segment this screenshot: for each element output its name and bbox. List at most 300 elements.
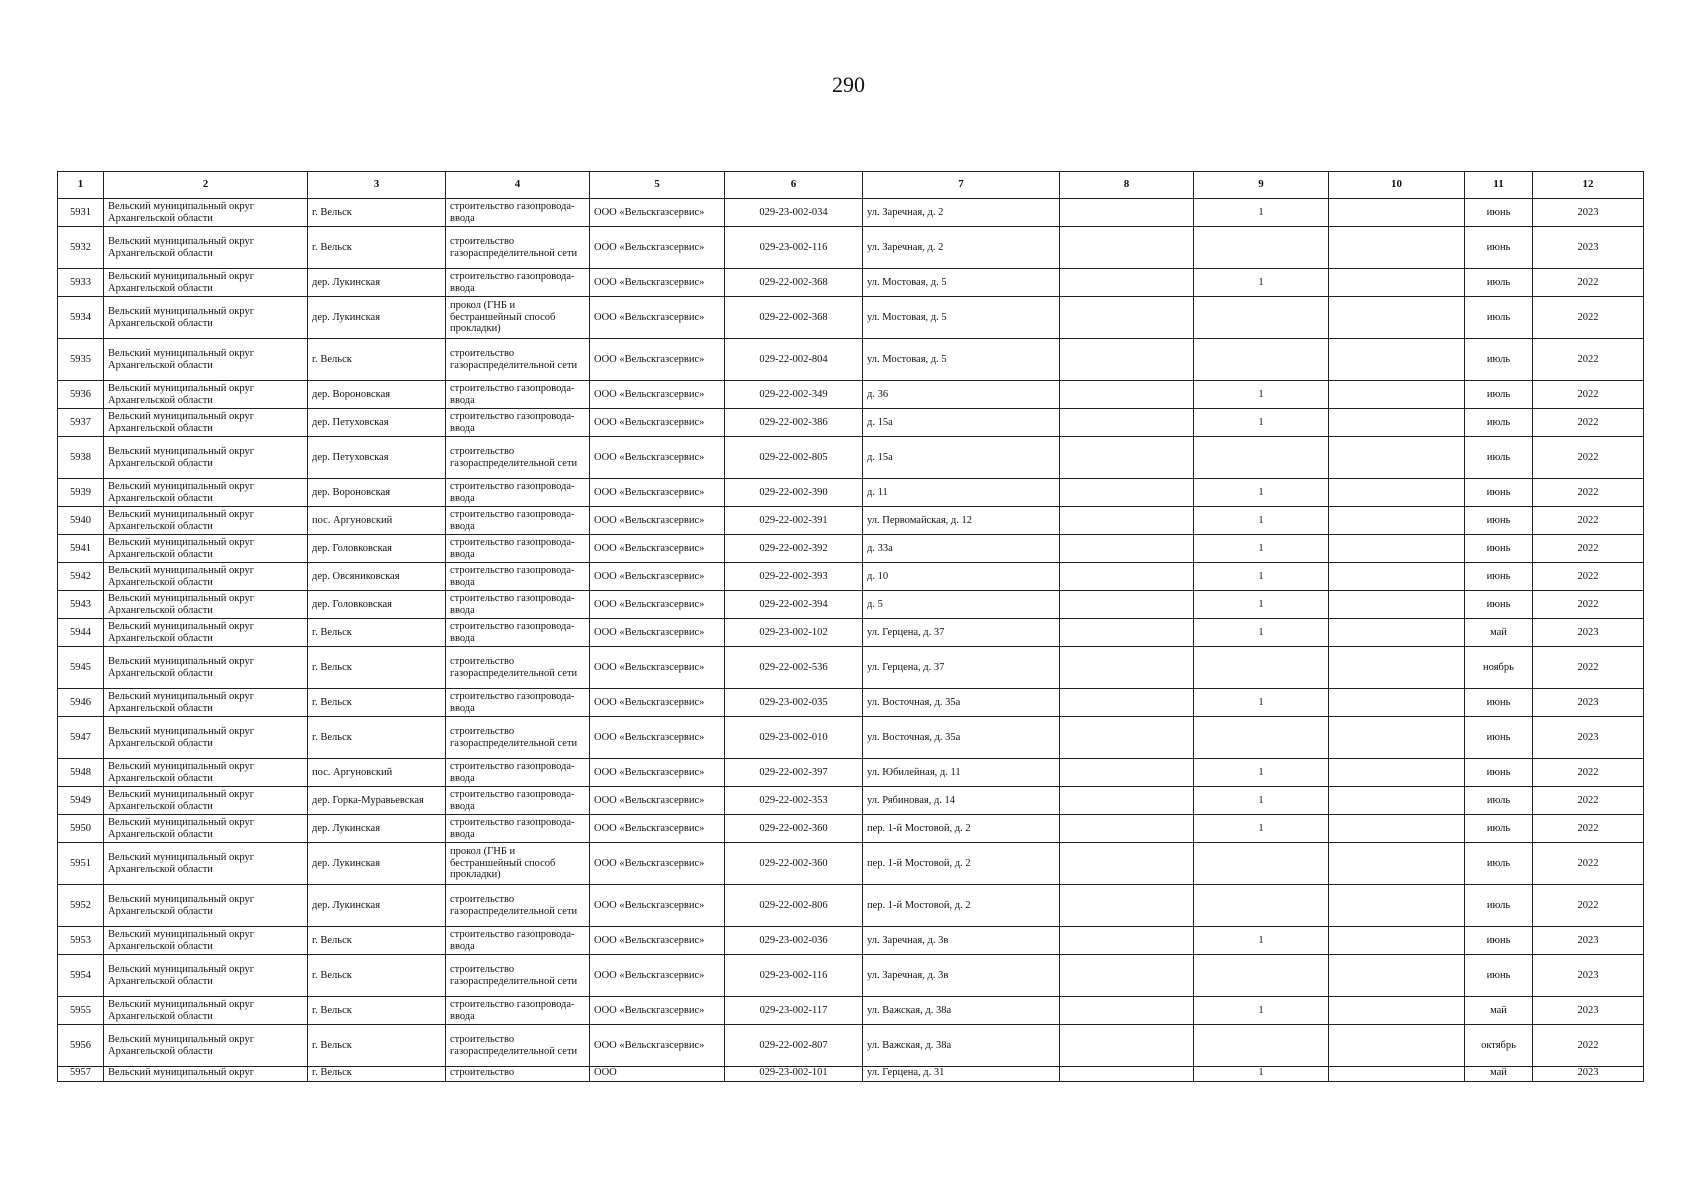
cell-object-code: 029-22-002-360 (725, 815, 863, 843)
cell-month: июль (1465, 843, 1533, 885)
cell-work-type: прокол (ГНБ и бестраншейный способ прокладки) (446, 297, 590, 339)
cell-quantity (1194, 1025, 1329, 1067)
cell-address: д. 15а (863, 409, 1060, 437)
cell-organization: ООО «Вельскгазсервис» (590, 269, 725, 297)
cell-organization: ООО «Вельскгазсервис» (590, 885, 725, 927)
cell-month: июль (1465, 297, 1533, 339)
cell-district: Вельский муниципальный округ (104, 1067, 308, 1082)
cell-object-code: 029-23-002-116 (725, 227, 863, 269)
cell-organization: ООО (590, 1067, 725, 1082)
cell-address: ул. Важская, д. 38а (863, 1025, 1060, 1067)
column-header: 2 (104, 172, 308, 199)
cell-quantity: 1 (1194, 787, 1329, 815)
gas-connection-table (57, 171, 1644, 1082)
cell-work-type: строительство газопровода-ввода (446, 997, 590, 1025)
cell-object-code: 029-22-002-386 (725, 409, 863, 437)
cell-object-code: 029-22-002-806 (725, 885, 863, 927)
cell-month: июнь (1465, 507, 1533, 535)
cell-col-10 (1329, 843, 1465, 885)
cell-quantity: 1 (1194, 563, 1329, 591)
cell-district: Вельский муниципальный округ Архангельской области (104, 647, 308, 689)
table-row (58, 1025, 1644, 1067)
cell-col-8 (1060, 591, 1194, 619)
cell-row-number: 5943 (58, 591, 104, 619)
cell-col-10 (1329, 1025, 1465, 1067)
cell-month: июль (1465, 269, 1533, 297)
cell-col-10 (1329, 815, 1465, 843)
cell-month: июнь (1465, 479, 1533, 507)
cell-row-number: 5931 (58, 199, 104, 227)
cell-col-10 (1329, 437, 1465, 479)
cell-year: 2022 (1533, 409, 1644, 437)
table-row (58, 507, 1644, 535)
cell-col-10 (1329, 759, 1465, 787)
table-row (58, 759, 1644, 787)
cell-object-code: 029-22-002-360 (725, 843, 863, 885)
cell-month: июнь (1465, 227, 1533, 269)
cell-month: июль (1465, 787, 1533, 815)
cell-address: ул. Важская, д. 38а (863, 997, 1060, 1025)
cell-year: 2023 (1533, 717, 1644, 759)
cell-year: 2022 (1533, 437, 1644, 479)
cell-work-type: строительство газопровода-ввода (446, 507, 590, 535)
cell-district: Вельский муниципальный округ Архангельской области (104, 843, 308, 885)
cell-col-10 (1329, 927, 1465, 955)
cell-address: ул. Восточная, д. 35а (863, 717, 1060, 759)
cell-month: июль (1465, 815, 1533, 843)
cell-year: 2023 (1533, 955, 1644, 997)
cell-district: Вельский муниципальный округ Архангельской области (104, 381, 308, 409)
cell-row-number: 5938 (58, 437, 104, 479)
cell-col-8 (1060, 535, 1194, 563)
cell-col-10 (1329, 479, 1465, 507)
cell-row-number: 5933 (58, 269, 104, 297)
cell-district: Вельский муниципальный округ Архангельской области (104, 437, 308, 479)
cell-col-8 (1060, 563, 1194, 591)
cell-year: 2022 (1533, 297, 1644, 339)
table-row (58, 437, 1644, 479)
cell-row-number: 5941 (58, 535, 104, 563)
table-row (58, 535, 1644, 563)
cell-settlement: дер. Овсяниковская (308, 563, 446, 591)
column-header: 8 (1060, 172, 1194, 199)
cell-col-10 (1329, 619, 1465, 647)
column-header: 10 (1329, 172, 1465, 199)
cell-address: пер. 1-й Мостовой, д. 2 (863, 885, 1060, 927)
cell-row-number: 5940 (58, 507, 104, 535)
cell-quantity: 1 (1194, 199, 1329, 227)
cell-district: Вельский муниципальный округ Архангельской области (104, 507, 308, 535)
cell-quantity: 1 (1194, 619, 1329, 647)
cell-organization: ООО «Вельскгазсервис» (590, 619, 725, 647)
cell-work-type: строительство газораспределительной сети (446, 227, 590, 269)
cell-district: Вельский муниципальный округ Архангельской области (104, 689, 308, 717)
cell-settlement: дер. Горка-Муравьевская (308, 787, 446, 815)
table-row (58, 955, 1644, 997)
cell-col-8 (1060, 787, 1194, 815)
cell-quantity (1194, 297, 1329, 339)
cell-district: Вельский муниципальный округ Архангельской области (104, 563, 308, 591)
cell-work-type: строительство газопровода-ввода (446, 689, 590, 717)
cell-object-code: 029-22-002-805 (725, 437, 863, 479)
cell-row-number: 5955 (58, 997, 104, 1025)
cell-row-number: 5935 (58, 339, 104, 381)
cell-col-10 (1329, 507, 1465, 535)
cell-year: 2022 (1533, 479, 1644, 507)
cell-month: июнь (1465, 689, 1533, 717)
cell-settlement: пос. Аргуновский (308, 759, 446, 787)
cell-col-10 (1329, 955, 1465, 997)
cell-settlement: дер. Петуховская (308, 437, 446, 479)
cell-work-type: строительство газопровода-ввода (446, 409, 590, 437)
cell-col-10 (1329, 997, 1465, 1025)
cell-district: Вельский муниципальный округ Архангельской области (104, 1025, 308, 1067)
cell-organization: ООО «Вельскгазсервис» (590, 689, 725, 717)
cell-col-8 (1060, 885, 1194, 927)
cell-quantity (1194, 885, 1329, 927)
cell-work-type: строительство (446, 1067, 590, 1082)
cell-district: Вельский муниципальный округ Архангельской области (104, 927, 308, 955)
cell-district: Вельский муниципальный округ Архангельской области (104, 619, 308, 647)
cell-address: д. 36 (863, 381, 1060, 409)
cell-col-10 (1329, 381, 1465, 409)
table-row (58, 717, 1644, 759)
cell-quantity (1194, 437, 1329, 479)
cell-month: ноябрь (1465, 647, 1533, 689)
cell-col-8 (1060, 409, 1194, 437)
cell-work-type: строительство газопровода-ввода (446, 563, 590, 591)
cell-col-10 (1329, 717, 1465, 759)
cell-row-number: 5936 (58, 381, 104, 409)
cell-row-number: 5946 (58, 689, 104, 717)
cell-address: ул. Первомайская, д. 12 (863, 507, 1060, 535)
cell-year: 2022 (1533, 815, 1644, 843)
cell-district: Вельский муниципальный округ Архангельской области (104, 815, 308, 843)
cell-district: Вельский муниципальный округ Архангельской области (104, 787, 308, 815)
column-header: 4 (446, 172, 590, 199)
cell-district: Вельский муниципальный округ Архангельской области (104, 955, 308, 997)
cell-settlement: г. Вельск (308, 689, 446, 717)
cell-organization: ООО «Вельскгазсервис» (590, 1025, 725, 1067)
cell-district: Вельский муниципальный округ Архангельской области (104, 759, 308, 787)
cell-month: июль (1465, 339, 1533, 381)
cell-month: июнь (1465, 591, 1533, 619)
cell-district: Вельский муниципальный округ Архангельской области (104, 409, 308, 437)
cell-object-code: 029-23-002-116 (725, 955, 863, 997)
table-row (58, 269, 1644, 297)
cell-object-code: 029-22-002-536 (725, 647, 863, 689)
cell-year: 2022 (1533, 563, 1644, 591)
cell-object-code: 029-22-002-392 (725, 535, 863, 563)
cell-work-type: строительство газопровода-ввода (446, 381, 590, 409)
cell-settlement: пос. Аргуновский (308, 507, 446, 535)
table-row (58, 927, 1644, 955)
cell-object-code: 029-22-002-368 (725, 297, 863, 339)
cell-year: 2023 (1533, 689, 1644, 717)
cell-year: 2023 (1533, 619, 1644, 647)
table-row (58, 199, 1644, 227)
cell-month: июнь (1465, 563, 1533, 591)
cell-col-8 (1060, 381, 1194, 409)
cell-row-number: 5956 (58, 1025, 104, 1067)
cell-organization: ООО «Вельскгазсервис» (590, 759, 725, 787)
cell-work-type: строительство газопровода-ввода (446, 619, 590, 647)
cell-col-8 (1060, 843, 1194, 885)
page-number: 290 (832, 72, 865, 97)
cell-object-code: 029-23-002-035 (725, 689, 863, 717)
cell-district: Вельский муниципальный округ Архангельской области (104, 227, 308, 269)
cell-address: д. 11 (863, 479, 1060, 507)
cell-address: ул. Заречная, д. 3в (863, 927, 1060, 955)
cell-quantity (1194, 955, 1329, 997)
cell-month: июль (1465, 381, 1533, 409)
cell-settlement: дер. Головковская (308, 591, 446, 619)
cell-month: июнь (1465, 927, 1533, 955)
cell-address: д. 5 (863, 591, 1060, 619)
cell-work-type: строительство газораспределительной сети (446, 955, 590, 997)
cell-settlement: г. Вельск (308, 1067, 446, 1082)
cell-address: ул. Мостовая, д. 5 (863, 339, 1060, 381)
cell-year: 2022 (1533, 843, 1644, 885)
cell-col-8 (1060, 927, 1194, 955)
cell-address: ул. Заречная, д. 2 (863, 227, 1060, 269)
cell-organization: ООО «Вельскгазсервис» (590, 787, 725, 815)
cell-row-number: 5957 (58, 1067, 104, 1082)
cell-quantity: 1 (1194, 409, 1329, 437)
cell-quantity: 1 (1194, 1067, 1329, 1082)
cell-settlement: дер. Лукинская (308, 843, 446, 885)
cell-quantity: 1 (1194, 815, 1329, 843)
cell-organization: ООО «Вельскгазсервис» (590, 997, 725, 1025)
column-header: 3 (308, 172, 446, 199)
cell-year: 2022 (1533, 759, 1644, 787)
column-header: 11 (1465, 172, 1533, 199)
cell-settlement: г. Вельск (308, 227, 446, 269)
header-row (58, 172, 1644, 199)
cell-row-number: 5937 (58, 409, 104, 437)
cell-quantity (1194, 339, 1329, 381)
cell-work-type: строительство газопровода-ввода (446, 927, 590, 955)
cell-organization: ООО «Вельскгазсервис» (590, 199, 725, 227)
cell-quantity: 1 (1194, 759, 1329, 787)
cell-organization: ООО «Вельскгазсервис» (590, 409, 725, 437)
cell-col-8 (1060, 955, 1194, 997)
cell-district: Вельский муниципальный округ Архангельской области (104, 339, 308, 381)
cell-organization: ООО «Вельскгазсервис» (590, 927, 725, 955)
cell-organization: ООО «Вельскгазсервис» (590, 479, 725, 507)
cell-month: июнь (1465, 955, 1533, 997)
cell-address: ул. Заречная, д. 2 (863, 199, 1060, 227)
table-row (58, 815, 1644, 843)
cell-organization: ООО «Вельскгазсервис» (590, 717, 725, 759)
cell-year: 2023 (1533, 997, 1644, 1025)
cell-col-10 (1329, 591, 1465, 619)
cell-work-type: строительство газораспределительной сети (446, 647, 590, 689)
cell-settlement: дер. Вороновская (308, 381, 446, 409)
cell-organization: ООО «Вельскгазсервис» (590, 339, 725, 381)
table-row (58, 227, 1644, 269)
cell-settlement: дер. Лукинская (308, 297, 446, 339)
cell-row-number: 5953 (58, 927, 104, 955)
cell-object-code: 029-22-002-397 (725, 759, 863, 787)
cell-object-code: 029-23-002-117 (725, 997, 863, 1025)
cell-col-10 (1329, 787, 1465, 815)
cell-object-code: 029-22-002-349 (725, 381, 863, 409)
cell-address: ул. Рябиновая, д. 14 (863, 787, 1060, 815)
cell-work-type: строительство газопровода-ввода (446, 759, 590, 787)
table-row (58, 787, 1644, 815)
cell-row-number: 5949 (58, 787, 104, 815)
cell-year: 2022 (1533, 787, 1644, 815)
cell-object-code: 029-22-002-390 (725, 479, 863, 507)
cell-quantity: 1 (1194, 535, 1329, 563)
column-header: 9 (1194, 172, 1329, 199)
cell-address: ул. Заречная, д. 3в (863, 955, 1060, 997)
cell-settlement: г. Вельск (308, 1025, 446, 1067)
cell-work-type: строительство газопровода-ввода (446, 269, 590, 297)
cell-quantity (1194, 647, 1329, 689)
cell-col-8 (1060, 227, 1194, 269)
cell-work-type: строительство газораспределительной сети (446, 437, 590, 479)
table-row (58, 619, 1644, 647)
cell-address: д. 10 (863, 563, 1060, 591)
cell-quantity: 1 (1194, 689, 1329, 717)
cell-work-type: строительство газопровода-ввода (446, 199, 590, 227)
cell-district: Вельский муниципальный округ Архангельской области (104, 591, 308, 619)
cell-organization: ООО «Вельскгазсервис» (590, 563, 725, 591)
cell-row-number: 5947 (58, 717, 104, 759)
column-header: 6 (725, 172, 863, 199)
cell-col-8 (1060, 717, 1194, 759)
cell-quantity: 1 (1194, 997, 1329, 1025)
cell-organization: ООО «Вельскгазсервис» (590, 591, 725, 619)
cell-col-8 (1060, 759, 1194, 787)
cell-col-10 (1329, 227, 1465, 269)
cell-address: ул. Герцена, д. 31 (863, 1067, 1060, 1082)
cell-object-code: 029-23-002-010 (725, 717, 863, 759)
cell-organization: ООО «Вельскгазсервис» (590, 955, 725, 997)
cell-quantity: 1 (1194, 927, 1329, 955)
table-row (58, 339, 1644, 381)
cell-row-number: 5945 (58, 647, 104, 689)
cell-year: 2022 (1533, 507, 1644, 535)
cell-object-code: 029-23-002-102 (725, 619, 863, 647)
cell-col-10 (1329, 269, 1465, 297)
cell-organization: ООО «Вельскгазсервис» (590, 437, 725, 479)
cell-settlement: дер. Головковская (308, 535, 446, 563)
cell-address: ул. Восточная, д. 35а (863, 689, 1060, 717)
cell-row-number: 5948 (58, 759, 104, 787)
table-row (58, 409, 1644, 437)
cell-district: Вельский муниципальный округ Архангельской области (104, 199, 308, 227)
cell-row-number: 5932 (58, 227, 104, 269)
cell-col-8 (1060, 689, 1194, 717)
cell-settlement: дер. Петуховская (308, 409, 446, 437)
cell-settlement: дер. Вороновская (308, 479, 446, 507)
cell-col-8 (1060, 437, 1194, 479)
cell-address: пер. 1-й Мостовой, д. 2 (863, 815, 1060, 843)
cell-col-8 (1060, 199, 1194, 227)
cell-month: октябрь (1465, 1025, 1533, 1067)
cell-month: июнь (1465, 717, 1533, 759)
cell-row-number: 5951 (58, 843, 104, 885)
cell-month: июль (1465, 885, 1533, 927)
cell-work-type: строительство газораспределительной сети (446, 717, 590, 759)
cell-work-type: строительство газопровода-ввода (446, 787, 590, 815)
cell-year: 2023 (1533, 227, 1644, 269)
cell-settlement: дер. Лукинская (308, 885, 446, 927)
table-row (58, 647, 1644, 689)
cell-organization: ООО «Вельскгазсервис» (590, 507, 725, 535)
cell-object-code: 029-22-002-394 (725, 591, 863, 619)
cell-settlement: дер. Лукинская (308, 815, 446, 843)
table-row (58, 1067, 1644, 1082)
cell-year: 2022 (1533, 885, 1644, 927)
cell-col-10 (1329, 647, 1465, 689)
cell-address: ул. Мостовая, д. 5 (863, 297, 1060, 339)
cell-year: 2022 (1533, 591, 1644, 619)
column-header: 5 (590, 172, 725, 199)
cell-settlement: г. Вельск (308, 927, 446, 955)
cell-address: ул. Герцена, д. 37 (863, 619, 1060, 647)
cell-col-8 (1060, 507, 1194, 535)
cell-work-type: строительство газораспределительной сети (446, 1025, 590, 1067)
cell-settlement: г. Вельск (308, 339, 446, 381)
cell-month: июль (1465, 437, 1533, 479)
cell-col-8 (1060, 479, 1194, 507)
cell-row-number: 5939 (58, 479, 104, 507)
cell-col-10 (1329, 297, 1465, 339)
cell-col-8 (1060, 619, 1194, 647)
cell-object-code: 029-22-002-353 (725, 787, 863, 815)
cell-settlement: г. Вельск (308, 199, 446, 227)
cell-year: 2022 (1533, 269, 1644, 297)
cell-settlement: г. Вельск (308, 717, 446, 759)
table-body (58, 199, 1644, 1082)
column-header: 1 (58, 172, 104, 199)
cell-month: июль (1465, 409, 1533, 437)
cell-quantity: 1 (1194, 381, 1329, 409)
cell-year: 2022 (1533, 647, 1644, 689)
cell-work-type: строительство газопровода-ввода (446, 479, 590, 507)
cell-district: Вельский муниципальный округ Архангельской области (104, 997, 308, 1025)
table-row (58, 479, 1644, 507)
table-row (58, 689, 1644, 717)
cell-address: ул. Юбилейная, д. 11 (863, 759, 1060, 787)
cell-settlement: дер. Лукинская (308, 269, 446, 297)
cell-address: д. 33а (863, 535, 1060, 563)
cell-col-10 (1329, 885, 1465, 927)
cell-col-10 (1329, 1067, 1465, 1082)
cell-year: 2023 (1533, 199, 1644, 227)
cell-district: Вельский муниципальный округ Архангельской области (104, 269, 308, 297)
cell-object-code: 029-22-002-368 (725, 269, 863, 297)
table-row (58, 885, 1644, 927)
cell-col-10 (1329, 409, 1465, 437)
table-row (58, 591, 1644, 619)
table-row (58, 297, 1644, 339)
cell-address: ул. Герцена, д. 37 (863, 647, 1060, 689)
cell-organization: ООО «Вельскгазсервис» (590, 815, 725, 843)
cell-work-type: строительство газопровода-ввода (446, 535, 590, 563)
cell-work-type: строительство газопровода-ввода (446, 591, 590, 619)
cell-col-8 (1060, 339, 1194, 381)
table-row (58, 997, 1644, 1025)
cell-row-number: 5950 (58, 815, 104, 843)
cell-month: май (1465, 1067, 1533, 1082)
cell-work-type: строительство газораспределительной сети (446, 885, 590, 927)
cell-col-10 (1329, 563, 1465, 591)
